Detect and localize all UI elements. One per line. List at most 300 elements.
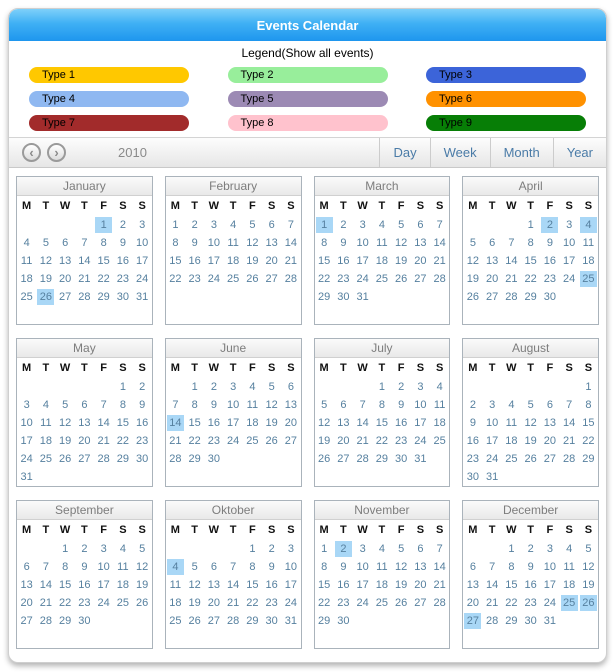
day-cell[interactable]: 29 xyxy=(375,453,388,465)
day-cell[interactable]: 20 xyxy=(20,597,33,609)
day-cell[interactable]: 11 xyxy=(246,399,259,411)
day-cell[interactable]: 19 xyxy=(265,417,278,429)
day-cell[interactable]: 16 xyxy=(136,417,149,429)
day-cell[interactable]: 28 xyxy=(97,453,110,465)
day-cell[interactable]: 19 xyxy=(466,273,479,285)
day-cell[interactable]: 21 xyxy=(433,579,446,591)
day-cell[interactable]: 22 xyxy=(318,273,331,285)
day-cell[interactable]: 18 xyxy=(375,579,388,591)
day-cell[interactable]: 10 xyxy=(486,417,499,429)
day-cell[interactable]: 2 xyxy=(191,219,198,231)
day-cell[interactable]: 10 xyxy=(207,237,220,249)
day-cell[interactable]: 28 xyxy=(563,453,576,465)
day-cell[interactable]: 29 xyxy=(524,291,537,303)
day-cell[interactable]: 5 xyxy=(527,399,534,411)
day-cell[interactable]: 12 xyxy=(59,417,72,429)
day-cell[interactable]: 7 xyxy=(100,399,107,411)
day-cell[interactable]: 1 xyxy=(321,543,328,555)
day-cell[interactable]: 9 xyxy=(469,417,476,429)
day-cell[interactable]: 20 xyxy=(284,417,297,429)
day-cell[interactable]: 3 xyxy=(230,381,237,393)
day-cell[interactable]: 23 xyxy=(265,597,278,609)
day-cell[interactable]: 5 xyxy=(42,237,49,249)
day-cell[interactable]: 25 xyxy=(20,291,33,303)
day-cell[interactable]: 24 xyxy=(414,435,427,447)
day-cell[interactable]: 18 xyxy=(20,273,33,285)
day-cell[interactable]: 12 xyxy=(246,237,259,249)
day-cell[interactable]: 1 xyxy=(508,543,515,555)
day-cell[interactable]: 24 xyxy=(563,273,576,285)
day-cell[interactable]: 20 xyxy=(207,597,220,609)
legend-type-5[interactable]: Type 5 xyxy=(228,91,388,107)
day-cell[interactable]: 13 xyxy=(20,579,33,591)
day-cell[interactable]: 22 xyxy=(116,435,129,447)
legend-type-3[interactable]: Type 3 xyxy=(426,67,586,83)
day-cell[interactable]: 13 xyxy=(414,561,427,573)
day-cell[interactable]: 30 xyxy=(543,291,556,303)
day-cell[interactable]: 12 xyxy=(188,579,201,591)
month-title-march[interactable]: March xyxy=(315,177,450,196)
month-title-oktober[interactable]: Oktober xyxy=(166,501,301,520)
day-cell-event[interactable]: 4 xyxy=(167,559,184,575)
day-cell[interactable]: 9 xyxy=(139,399,146,411)
day-cell[interactable]: 9 xyxy=(191,237,198,249)
day-cell[interactable]: 15 xyxy=(318,579,331,591)
day-cell[interactable]: 19 xyxy=(246,255,259,267)
day-cell[interactable]: 16 xyxy=(466,435,479,447)
day-cell[interactable]: 4 xyxy=(378,543,385,555)
day-cell[interactable]: 22 xyxy=(582,435,595,447)
day-cell[interactable]: 2 xyxy=(210,381,217,393)
day-cell[interactable]: 31 xyxy=(414,453,427,465)
day-cell[interactable]: 10 xyxy=(356,561,369,573)
day-cell[interactable]: 4 xyxy=(42,399,49,411)
day-cell[interactable]: 11 xyxy=(20,255,33,267)
day-cell[interactable]: 17 xyxy=(20,435,33,447)
day-cell[interactable]: 15 xyxy=(318,255,331,267)
month-title-april[interactable]: April xyxy=(463,177,598,196)
day-cell[interactable]: 3 xyxy=(359,219,366,231)
day-cell[interactable]: 19 xyxy=(188,597,201,609)
day-cell[interactable]: 23 xyxy=(395,435,408,447)
day-cell[interactable]: 14 xyxy=(433,561,446,573)
day-cell[interactable]: 10 xyxy=(563,237,576,249)
view-button-week[interactable]: Week xyxy=(430,138,490,167)
day-cell[interactable]: 8 xyxy=(100,237,107,249)
day-cell[interactable]: 28 xyxy=(433,597,446,609)
legend-type-9[interactable]: Type 9 xyxy=(426,115,586,131)
day-cell[interactable]: 8 xyxy=(191,399,198,411)
day-cell[interactable]: 19 xyxy=(39,273,52,285)
day-cell[interactable]: 28 xyxy=(433,273,446,285)
day-cell[interactable]: 25 xyxy=(375,597,388,609)
day-cell[interactable]: 21 xyxy=(563,435,576,447)
day-cell[interactable]: 25 xyxy=(246,435,259,447)
day-cell[interactable]: 26 xyxy=(395,273,408,285)
day-cell[interactable]: 15 xyxy=(59,579,72,591)
day-cell[interactable]: 10 xyxy=(356,237,369,249)
day-cell[interactable]: 14 xyxy=(78,255,91,267)
day-cell[interactable]: 14 xyxy=(505,255,518,267)
day-cell[interactable]: 9 xyxy=(119,237,126,249)
day-cell[interactable]: 4 xyxy=(566,543,573,555)
day-cell[interactable]: 21 xyxy=(356,435,369,447)
day-cell[interactable]: 22 xyxy=(375,435,388,447)
month-title-november[interactable]: November xyxy=(315,501,450,520)
day-cell[interactable]: 6 xyxy=(340,399,347,411)
day-cell[interactable]: 18 xyxy=(227,255,240,267)
day-cell[interactable]: 20 xyxy=(486,273,499,285)
day-cell[interactable]: 27 xyxy=(414,273,427,285)
day-cell[interactable]: 22 xyxy=(169,273,182,285)
day-cell[interactable]: 21 xyxy=(486,597,499,609)
day-cell[interactable]: 2 xyxy=(81,543,88,555)
day-cell[interactable]: 21 xyxy=(97,435,110,447)
day-cell[interactable]: 24 xyxy=(284,597,297,609)
day-cell[interactable]: 12 xyxy=(39,255,52,267)
day-cell[interactable]: 13 xyxy=(543,417,556,429)
day-cell[interactable]: 23 xyxy=(136,435,149,447)
day-cell[interactable]: 11 xyxy=(376,561,388,573)
day-cell[interactable]: 2 xyxy=(119,219,126,231)
legend-type-6[interactable]: Type 6 xyxy=(426,91,586,107)
legend-show-all-events-link[interactable]: Legend(Show all events) xyxy=(241,46,374,60)
day-cell[interactable]: 19 xyxy=(395,579,408,591)
day-cell[interactable]: 19 xyxy=(524,435,537,447)
day-cell[interactable]: 10 xyxy=(20,417,33,429)
day-cell[interactable]: 11 xyxy=(227,237,239,249)
day-cell[interactable]: 20 xyxy=(414,579,427,591)
day-cell[interactable]: 11 xyxy=(563,561,575,573)
day-cell[interactable]: 7 xyxy=(359,399,366,411)
day-cell[interactable]: 12 xyxy=(265,399,278,411)
day-cell[interactable]: 3 xyxy=(489,399,496,411)
day-cell[interactable]: 13 xyxy=(414,237,427,249)
day-cell[interactable]: 2 xyxy=(398,381,405,393)
day-cell[interactable]: 19 xyxy=(318,435,331,447)
day-cell[interactable]: 28 xyxy=(486,615,499,627)
day-cell[interactable]: 17 xyxy=(563,255,576,267)
day-cell[interactable]: 31 xyxy=(486,471,499,483)
day-cell[interactable]: 11 xyxy=(505,417,518,429)
day-cell[interactable]: 27 xyxy=(486,291,499,303)
day-cell[interactable]: 26 xyxy=(59,453,72,465)
day-cell[interactable]: 13 xyxy=(207,579,220,591)
day-cell[interactable]: 31 xyxy=(136,291,149,303)
day-cell[interactable]: 7 xyxy=(287,219,294,231)
day-cell[interactable]: 18 xyxy=(375,255,388,267)
day-cell[interactable]: 5 xyxy=(268,381,275,393)
day-cell[interactable]: 3 xyxy=(359,543,366,555)
day-cell[interactable]: 3 xyxy=(210,219,217,231)
day-cell[interactable]: 8 xyxy=(321,237,328,249)
legend-type-1[interactable]: Type 1 xyxy=(29,67,189,83)
day-cell[interactable]: 28 xyxy=(39,615,52,627)
day-cell[interactable]: 29 xyxy=(59,615,72,627)
day-cell[interactable]: 26 xyxy=(395,597,408,609)
day-cell[interactable]: 24 xyxy=(20,453,33,465)
day-cell[interactable]: 1 xyxy=(527,219,534,231)
day-cell[interactable]: 1 xyxy=(585,381,592,393)
day-cell[interactable]: 14 xyxy=(433,237,446,249)
day-cell[interactable]: 4 xyxy=(119,543,126,555)
day-cell-event[interactable]: 4 xyxy=(580,217,597,233)
day-cell[interactable]: 26 xyxy=(318,453,331,465)
day-cell[interactable]: 20 xyxy=(265,255,278,267)
day-cell[interactable]: 3 xyxy=(287,543,294,555)
day-cell[interactable]: 14 xyxy=(486,579,499,591)
day-cell[interactable]: 26 xyxy=(265,435,278,447)
prev-button[interactable] xyxy=(22,143,41,162)
day-cell[interactable]: 19 xyxy=(582,579,595,591)
day-cell[interactable]: 5 xyxy=(469,237,476,249)
day-cell[interactable]: 20 xyxy=(466,597,479,609)
day-cell[interactable]: 26 xyxy=(524,453,537,465)
day-cell[interactable]: 23 xyxy=(116,273,129,285)
day-cell[interactable]: 9 xyxy=(527,561,534,573)
day-cell[interactable]: 28 xyxy=(169,453,182,465)
day-cell[interactable]: 29 xyxy=(318,291,331,303)
day-cell[interactable]: 20 xyxy=(414,255,427,267)
day-cell[interactable]: 2 xyxy=(340,219,347,231)
day-cell[interactable]: 19 xyxy=(136,579,149,591)
day-cell[interactable]: 5 xyxy=(398,219,405,231)
day-cell[interactable]: 4 xyxy=(23,237,30,249)
day-cell[interactable]: 7 xyxy=(436,543,443,555)
view-button-month[interactable]: Month xyxy=(490,138,553,167)
day-cell[interactable]: 5 xyxy=(62,399,69,411)
day-cell[interactable]: 27 xyxy=(59,291,72,303)
day-cell[interactable]: 8 xyxy=(172,237,179,249)
day-cell[interactable]: 6 xyxy=(469,561,476,573)
day-cell-event[interactable]: 25 xyxy=(580,271,597,287)
month-title-december[interactable]: December xyxy=(463,501,598,520)
day-cell[interactable]: 14 xyxy=(97,417,110,429)
day-cell[interactable]: 20 xyxy=(543,435,556,447)
day-cell[interactable]: 16 xyxy=(265,579,278,591)
day-cell[interactable]: 3 xyxy=(139,219,146,231)
legend-type-7[interactable]: Type 7 xyxy=(29,115,189,131)
day-cell[interactable]: 6 xyxy=(23,561,30,573)
day-cell[interactable]: 17 xyxy=(227,417,240,429)
day-cell[interactable]: 9 xyxy=(81,561,88,573)
day-cell[interactable]: 23 xyxy=(337,597,350,609)
day-cell[interactable]: 10 xyxy=(414,399,427,411)
day-cell[interactable]: 27 xyxy=(543,453,556,465)
day-cell[interactable]: 16 xyxy=(524,579,537,591)
day-cell[interactable]: 18 xyxy=(505,435,518,447)
day-cell[interactable]: 19 xyxy=(59,435,72,447)
day-cell[interactable]: 11 xyxy=(117,561,129,573)
day-cell[interactable]: 15 xyxy=(169,255,182,267)
day-cell[interactable]: 21 xyxy=(169,435,182,447)
legend-type-2[interactable]: Type 2 xyxy=(228,67,388,83)
day-cell[interactable]: 25 xyxy=(227,273,240,285)
day-cell[interactable]: 12 xyxy=(395,237,408,249)
day-cell[interactable]: 26 xyxy=(246,273,259,285)
day-cell[interactable]: 1 xyxy=(119,381,126,393)
day-cell[interactable]: 1 xyxy=(172,219,179,231)
day-cell[interactable]: 6 xyxy=(417,543,424,555)
day-cell[interactable]: 8 xyxy=(321,561,328,573)
day-cell[interactable]: 22 xyxy=(505,597,518,609)
day-cell[interactable]: 5 xyxy=(585,543,592,555)
day-cell[interactable]: 26 xyxy=(188,615,201,627)
day-cell[interactable]: 18 xyxy=(116,579,129,591)
day-cell[interactable]: 25 xyxy=(39,453,52,465)
day-cell[interactable]: 7 xyxy=(508,237,515,249)
day-cell[interactable]: 21 xyxy=(284,255,297,267)
day-cell[interactable]: 14 xyxy=(284,237,297,249)
view-button-day[interactable]: Day xyxy=(379,138,429,167)
day-cell[interactable]: 20 xyxy=(78,435,91,447)
day-cell[interactable]: 30 xyxy=(337,291,350,303)
day-cell[interactable]: 13 xyxy=(337,417,350,429)
day-cell[interactable]: 28 xyxy=(284,273,297,285)
day-cell[interactable]: 2 xyxy=(469,399,476,411)
day-cell[interactable]: 28 xyxy=(356,453,369,465)
day-cell[interactable]: 22 xyxy=(524,273,537,285)
day-cell[interactable]: 24 xyxy=(356,273,369,285)
day-cell[interactable]: 7 xyxy=(489,561,496,573)
day-cell[interactable]: 13 xyxy=(265,237,278,249)
day-cell[interactable]: 30 xyxy=(265,615,278,627)
day-cell[interactable]: 20 xyxy=(59,273,72,285)
day-cell[interactable]: 6 xyxy=(287,381,294,393)
next-button[interactable] xyxy=(47,143,66,162)
day-cell[interactable]: 24 xyxy=(207,273,220,285)
day-cell[interactable]: 23 xyxy=(466,453,479,465)
day-cell[interactable]: 6 xyxy=(81,399,88,411)
day-cell-event[interactable]: 2 xyxy=(541,217,558,233)
day-cell[interactable]: 6 xyxy=(489,237,496,249)
day-cell[interactable]: 13 xyxy=(466,579,479,591)
day-cell[interactable]: 9 xyxy=(546,237,553,249)
day-cell[interactable]: 14 xyxy=(563,417,576,429)
day-cell[interactable]: 6 xyxy=(417,219,424,231)
day-cell[interactable]: 23 xyxy=(78,597,91,609)
day-cell[interactable]: 27 xyxy=(337,453,350,465)
month-title-february[interactable]: February xyxy=(166,177,301,196)
day-cell[interactable]: 27 xyxy=(78,453,91,465)
day-cell[interactable]: 28 xyxy=(505,291,518,303)
day-cell[interactable]: 31 xyxy=(356,291,369,303)
day-cell[interactable]: 15 xyxy=(524,255,537,267)
day-cell[interactable]: 6 xyxy=(62,237,69,249)
day-cell[interactable]: 23 xyxy=(524,597,537,609)
day-cell[interactable]: 22 xyxy=(246,597,259,609)
day-cell[interactable]: 24 xyxy=(543,597,556,609)
day-cell[interactable]: 19 xyxy=(395,255,408,267)
day-cell[interactable]: 15 xyxy=(375,417,388,429)
day-cell[interactable]: 7 xyxy=(42,561,49,573)
day-cell-event[interactable]: 25 xyxy=(561,595,578,611)
day-cell[interactable]: 14 xyxy=(356,417,369,429)
day-cell[interactable]: 6 xyxy=(210,561,217,573)
day-cell[interactable]: 29 xyxy=(188,453,201,465)
day-cell-event[interactable]: 1 xyxy=(95,217,112,233)
day-cell[interactable]: 30 xyxy=(116,291,129,303)
day-cell[interactable]: 25 xyxy=(116,597,129,609)
day-cell-event[interactable]: 27 xyxy=(464,613,481,629)
day-cell[interactable]: 3 xyxy=(100,543,107,555)
day-cell[interactable]: 31 xyxy=(284,615,297,627)
day-cell[interactable]: 18 xyxy=(39,435,52,447)
day-cell[interactable]: 10 xyxy=(136,237,149,249)
day-cell[interactable]: 17 xyxy=(284,579,297,591)
day-cell[interactable]: 8 xyxy=(585,399,592,411)
day-cell[interactable]: 12 xyxy=(582,561,595,573)
day-cell[interactable]: 11 xyxy=(40,417,52,429)
day-cell[interactable]: 4 xyxy=(508,399,515,411)
day-cell[interactable]: 23 xyxy=(543,273,556,285)
day-cell[interactable]: 4 xyxy=(249,381,256,393)
day-cell[interactable]: 17 xyxy=(207,255,220,267)
day-cell[interactable]: 16 xyxy=(337,579,350,591)
day-cell[interactable]: 15 xyxy=(97,255,110,267)
day-cell[interactable]: 16 xyxy=(78,579,91,591)
day-cell[interactable]: 10 xyxy=(543,561,556,573)
day-cell[interactable]: 3 xyxy=(23,399,30,411)
day-cell[interactable]: 13 xyxy=(486,255,499,267)
day-cell-event[interactable]: 26 xyxy=(37,289,54,305)
day-cell[interactable]: 2 xyxy=(527,543,534,555)
day-cell[interactable]: 10 xyxy=(227,399,240,411)
day-cell[interactable]: 29 xyxy=(582,453,595,465)
day-cell[interactable]: 24 xyxy=(486,453,499,465)
day-cell[interactable]: 7 xyxy=(566,399,573,411)
day-cell[interactable]: 17 xyxy=(356,579,369,591)
day-cell[interactable]: 3 xyxy=(566,219,573,231)
day-cell[interactable]: 22 xyxy=(188,435,201,447)
day-cell[interactable]: 18 xyxy=(582,255,595,267)
day-cell[interactable]: 17 xyxy=(97,579,110,591)
day-cell[interactable]: 7 xyxy=(81,237,88,249)
day-cell[interactable]: 11 xyxy=(376,237,388,249)
day-cell[interactable]: 24 xyxy=(97,597,110,609)
day-cell[interactable]: 7 xyxy=(230,561,237,573)
day-cell[interactable]: 18 xyxy=(246,417,259,429)
day-cell[interactable]: 27 xyxy=(284,435,297,447)
day-cell[interactable]: 27 xyxy=(265,273,278,285)
day-cell[interactable]: 30 xyxy=(136,453,149,465)
day-cell[interactable]: 30 xyxy=(78,615,91,627)
day-cell[interactable]: 26 xyxy=(466,291,479,303)
day-cell[interactable]: 22 xyxy=(59,597,72,609)
day-cell[interactable]: 12 xyxy=(318,417,331,429)
month-title-september[interactable]: September xyxy=(17,501,152,520)
day-cell[interactable]: 18 xyxy=(563,579,576,591)
day-cell[interactable]: 11 xyxy=(169,579,182,591)
day-cell[interactable]: 1 xyxy=(62,543,69,555)
day-cell[interactable]: 26 xyxy=(136,597,149,609)
day-cell[interactable]: 15 xyxy=(188,417,201,429)
day-cell[interactable]: 24 xyxy=(227,435,240,447)
day-cell[interactable]: 25 xyxy=(505,453,518,465)
day-cell[interactable]: 16 xyxy=(337,255,350,267)
day-cell[interactable]: 29 xyxy=(116,453,129,465)
day-cell[interactable]: 21 xyxy=(433,255,446,267)
day-cell[interactable]: 21 xyxy=(227,597,240,609)
month-title-january[interactable]: January xyxy=(17,177,152,196)
day-cell[interactable]: 2 xyxy=(268,543,275,555)
month-title-august[interactable]: August xyxy=(463,339,598,358)
day-cell[interactable]: 21 xyxy=(78,273,91,285)
day-cell[interactable]: 5 xyxy=(398,543,405,555)
day-cell[interactable]: 25 xyxy=(433,435,446,447)
day-cell[interactable]: 2 xyxy=(139,381,146,393)
day-cell[interactable]: 29 xyxy=(97,291,110,303)
